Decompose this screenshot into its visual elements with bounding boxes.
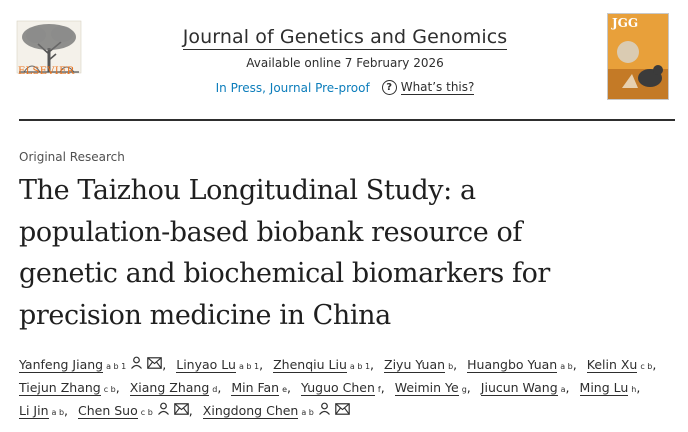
author-entry[interactable]: Chen Suo c b , xyxy=(78,399,199,422)
publisher-name: ELSEVIER xyxy=(18,66,75,77)
author-name[interactable]: Min Fan xyxy=(231,380,280,395)
journal-header xyxy=(0,0,688,112)
author-entry[interactable]: Tiejun Zhang c b , xyxy=(19,376,126,399)
journal-title xyxy=(150,28,540,47)
available-online-date: Available online 7 February 2026 xyxy=(246,56,444,70)
article-title-line: precision medicine in China xyxy=(19,299,391,331)
cover-title: JGG xyxy=(612,16,639,30)
journal-cover-image[interactable] xyxy=(607,13,669,100)
whats-this-label: What’s this? xyxy=(400,80,475,94)
in-press-status: In Press, Journal Pre-proof xyxy=(215,80,370,95)
author-separator: , xyxy=(115,380,120,395)
author-separator: , xyxy=(565,380,570,395)
author-entry[interactable]: Xingdong Chen a b xyxy=(203,399,350,422)
author-entry[interactable]: Kelin Xu c b , xyxy=(587,353,663,376)
email-icon[interactable] xyxy=(147,353,162,376)
author-separator: , xyxy=(162,357,167,372)
author-name[interactable]: Weimin Ye xyxy=(394,380,459,395)
author-name[interactable]: Ming Lu xyxy=(579,380,629,395)
author-entry[interactable]: Min Fan e , xyxy=(231,376,297,399)
author-name[interactable]: Li Jin xyxy=(19,403,49,418)
author-entry[interactable]: Yanfeng Jiang a b 1 , xyxy=(19,353,172,376)
author-entry[interactable]: Li Jin a b , xyxy=(19,399,74,422)
author-separator: , xyxy=(572,357,577,372)
author-entry[interactable]: Zhenqiu Liu a b 1 , xyxy=(273,353,380,376)
article-title-line: population-based biobank resource of xyxy=(19,216,522,248)
journal-title-link[interactable]: Journal of Genetics and Genomics xyxy=(182,26,508,48)
author-entry[interactable]: Xiang Zhang d , xyxy=(130,376,228,399)
author-entry[interactable]: Yuguo Chen f , xyxy=(301,376,391,399)
author-name[interactable]: Xingdong Chen xyxy=(202,403,299,418)
author-entry[interactable]: Linyao Lu a b 1 , xyxy=(176,353,269,376)
author-name[interactable]: Chen Suo xyxy=(78,403,138,418)
header-divider xyxy=(19,119,675,121)
corresponding-author-icon[interactable] xyxy=(318,399,331,422)
author-name[interactable]: Yanfeng Jiang xyxy=(19,357,104,372)
email-icon[interactable] xyxy=(174,399,189,422)
author-separator: , xyxy=(64,403,69,418)
author-separator: , xyxy=(380,380,385,395)
author-entry[interactable]: Weimin Ye g , xyxy=(395,376,477,399)
status-row xyxy=(150,80,540,95)
author-name[interactable]: Huangbo Yuan xyxy=(467,357,558,372)
author-list xyxy=(19,353,679,422)
whats-this-link[interactable] xyxy=(382,80,475,95)
author-separator: , xyxy=(636,380,641,395)
corresponding-author-icon[interactable] xyxy=(130,353,143,376)
author-name[interactable]: Tiejun Zhang xyxy=(19,380,101,395)
author-separator: , xyxy=(259,357,264,372)
article-title xyxy=(19,170,669,336)
author-name[interactable]: Jiucun Wang xyxy=(480,380,558,395)
author-separator: , xyxy=(466,380,471,395)
author-entry[interactable]: Ming Lu h , xyxy=(580,376,647,399)
author-name[interactable]: Kelin Xu xyxy=(586,357,638,372)
author-separator: , xyxy=(217,380,222,395)
author-separator: , xyxy=(453,357,458,372)
author-name[interactable]: Linyao Lu xyxy=(176,357,236,372)
author-separator: , xyxy=(287,380,292,395)
corresponding-author-icon[interactable] xyxy=(157,399,170,422)
journal-info xyxy=(150,28,540,95)
author-name[interactable]: Yuguo Chen xyxy=(301,380,375,395)
author-name[interactable]: Zhenqiu Liu xyxy=(273,357,347,372)
article-title-line: genetic and biochemical biomarkers for xyxy=(19,258,550,289)
article-title-line: The Taizhou Longitudinal Study: a xyxy=(19,175,476,206)
question-icon: ? xyxy=(382,80,397,95)
author-entry[interactable]: Ziyu Yuan b , xyxy=(384,353,463,376)
author-separator: , xyxy=(188,403,193,418)
author-entry[interactable]: Jiucun Wang a , xyxy=(481,376,576,399)
author-separator: , xyxy=(652,357,657,372)
author-name[interactable]: Xiang Zhang xyxy=(129,380,210,395)
article-type: Original Research xyxy=(19,150,125,164)
author-entry[interactable]: Huangbo Yuan a b , xyxy=(467,353,583,376)
email-icon[interactable] xyxy=(335,399,350,422)
author-separator: , xyxy=(370,357,375,372)
author-name[interactable]: Ziyu Yuan xyxy=(384,357,446,372)
